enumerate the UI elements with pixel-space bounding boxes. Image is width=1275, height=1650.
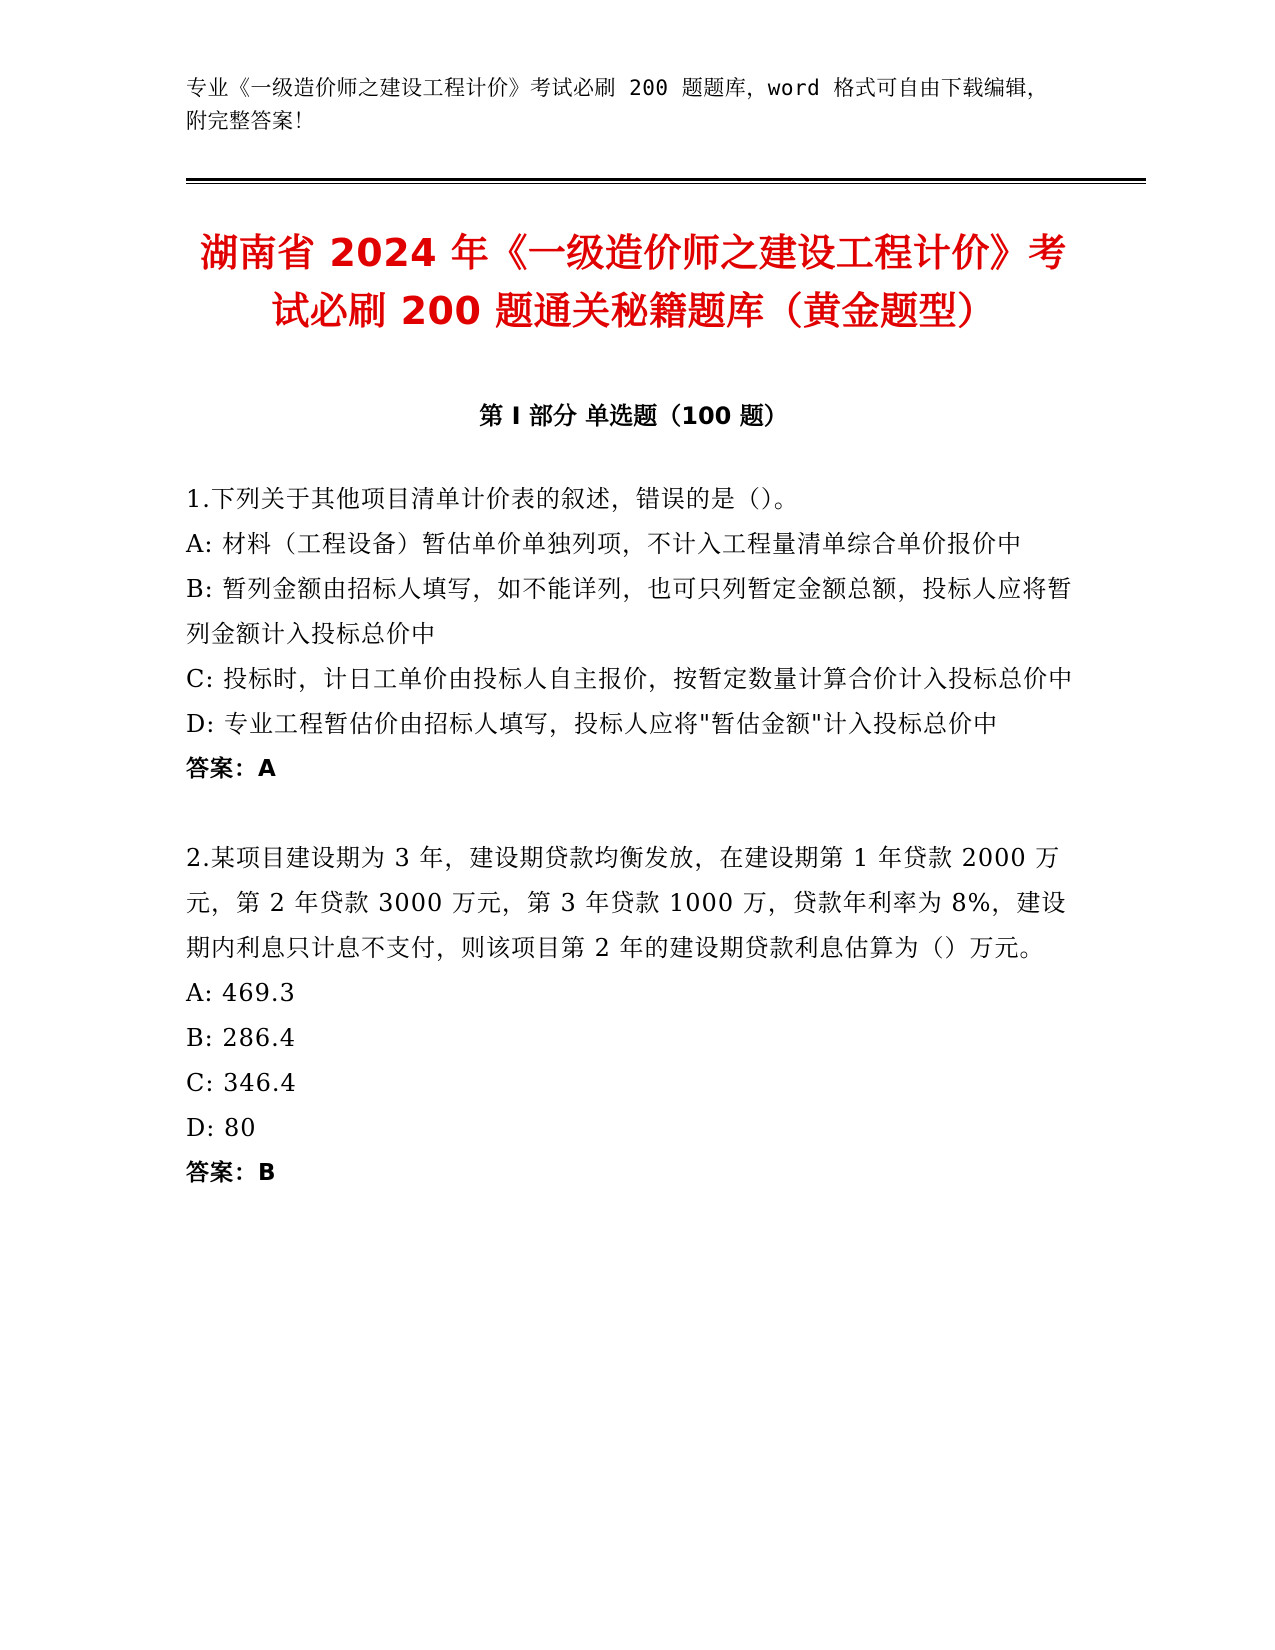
answer-label: 答案：: [186, 756, 258, 782]
option-b: B: 暂列金额由招标人填写，如不能详列，也可只列暂定金额总额，投标人应将暂列金额计入投标总价中: [186, 575, 1073, 648]
option-c: C: 346.4: [186, 1069, 297, 1097]
question-stem: 2.某项目建设期为 3 年，建设期贷款均衡发放，在建设期第 1 年贷款 2000 万元，第 2 年贷款 3000 万元，第 3 年贷款 1000 万，贷款年利率为 8%，建设期内利息只计息不支付，则该项目第 2 年的建设期贷款利息估算为（）万元。: [186, 844, 1067, 962]
answer-label: 答案：: [186, 1160, 258, 1186]
option-d: D: 80: [186, 1114, 257, 1142]
answer-value: A: [258, 756, 277, 782]
answer-line: [186, 1151, 1081, 1196]
document-page: [186, 72, 1081, 1196]
option-a: A: 469.3: [186, 979, 296, 1007]
option-b: B: 286.4: [186, 1024, 297, 1052]
header-note: 专业《一级造价师之建设工程计价》考试必刷 200 题题库，word 格式可自由下载编辑，附完整答案！: [186, 76, 1049, 133]
answer-line: [186, 747, 1081, 792]
question-stem: 1.下列关于其他项目清单计价表的叙述，错误的是（）。: [186, 485, 799, 513]
header-divider: [186, 178, 1146, 184]
question-2: [186, 836, 1081, 1196]
question-list: [186, 477, 1081, 1196]
document-title: 湖南省 2024 年《一级造价师之建设工程计价》考试必刷 200 题通关秘籍题库（黄金题型）: [200, 231, 1067, 333]
question-1: [186, 477, 1081, 792]
section-title: 第 I 部分 单选题（100 题）: [479, 402, 788, 430]
option-a: A: 材料（工程设备）暂估单价单独列项，不计入工程量清单综合单价报价中: [186, 530, 1023, 558]
option-d: D: 专业工程暂估价由招标人填写，投标人应将"暂估金额"计入投标总价中: [186, 710, 999, 738]
option-c: C: 投标时，计日工单价由投标人自主报价，按暂定数量计算合价计入投标总价中: [186, 665, 1074, 693]
answer-value: B: [258, 1160, 277, 1186]
